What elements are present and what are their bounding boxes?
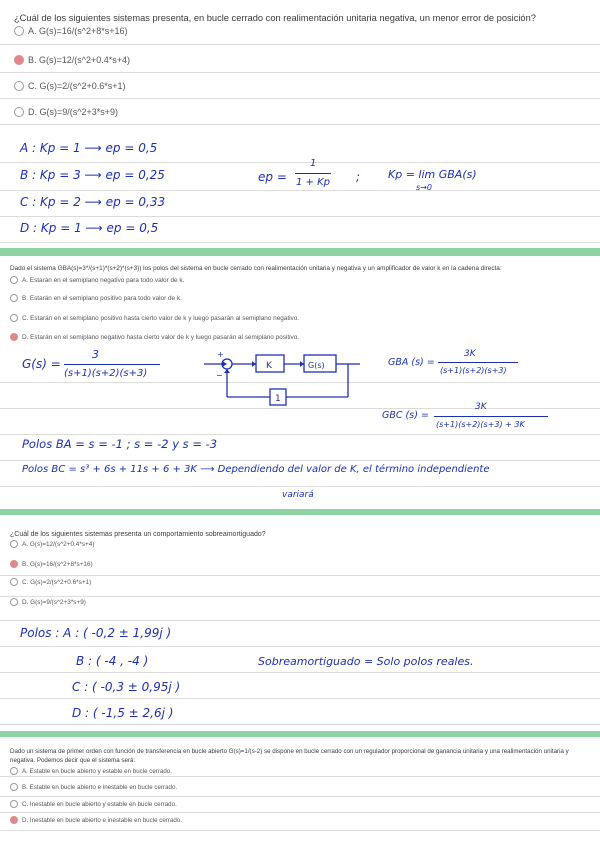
handwritten-polos-bc-continuation: variará xyxy=(282,490,314,500)
question-2-title: Dado el sistema GBA(s)=3*/(s+1)*(s+2)*(s+3)) los polos del sistema en bucle cerrado con realimentación unitaria y negativa y un amplificador de valor k en la cadena directa: xyxy=(10,265,502,272)
fraction-bar xyxy=(64,364,160,365)
radio-button[interactable] xyxy=(14,81,24,91)
option-label: B. G(s)=12/(s^2+0.4*s+4) xyxy=(28,55,131,65)
option-label: A. G(s)=12/(s^2+0.4*s+4) xyxy=(22,540,95,548)
radio-button[interactable] xyxy=(10,800,18,808)
option-label: A. Estarán en el semiplano negativo para todo valor de k. xyxy=(22,276,185,284)
handwritten-polos-a: Polos : A : ( -0,2 ± 1,99j ) xyxy=(20,626,172,640)
handwritten-kp-a: A : Kp = 1 ⟶ ep = 0,5 xyxy=(20,141,158,155)
question-1-title: ¿Cuál de los siguientes sistemas presenta, en bucle cerrado con realimentación unitaria negativa, un menor error de posición? xyxy=(14,13,536,23)
question-4-title: Dado un sistema de primer orden con función de transferencia en bucle abierto G(s)=1/(s-2) se dispone en bucle cerrado con un regulador proporcional de ganancia unitaria y una realimentación unitaria y negativa. Podemos decir que el sistema será: xyxy=(10,748,569,764)
option-label: A. Estable en bucle abierto y estable en bucle cerrado. xyxy=(22,767,172,775)
handwritten-separator: ; xyxy=(356,170,361,184)
handwritten-gbc-lhs: GBC (s) = xyxy=(382,410,429,421)
g-block-label: G(s) xyxy=(308,361,325,370)
handwritten-polos-ba: Polos BA = s = -1 ; s = -2 y s = -3 xyxy=(22,437,218,451)
q1-option-d[interactable] xyxy=(14,107,118,117)
q3-option-d[interactable] xyxy=(10,598,86,606)
separator-band xyxy=(0,731,600,737)
radio-button[interactable] xyxy=(14,107,24,117)
q1-option-b[interactable] xyxy=(14,55,130,65)
radio-button[interactable] xyxy=(10,276,18,284)
q3-option-a[interactable] xyxy=(10,540,94,548)
k-block-label: K xyxy=(266,361,272,371)
option-label: D. Estarán en el semiplano negativo hasta cierto valor de k y luego pasarán al semiplano positivo. xyxy=(22,333,300,341)
feedback-block-label: 1 xyxy=(275,394,281,404)
q4-option-d[interactable] xyxy=(10,816,182,824)
radio-button-selected[interactable] xyxy=(10,560,18,568)
option-label: C. Inestable en bucle abierto y estable en bucle cerrado. xyxy=(22,800,177,808)
handwritten-gba-lhs: GBA (s) = xyxy=(388,357,435,368)
radio-button[interactable] xyxy=(10,783,18,791)
arrow-head xyxy=(222,361,227,367)
option-label: C. G(s)=2/(s^2+0.6*s+1) xyxy=(28,81,126,91)
handwritten-ep-denominator: 1 + Kp xyxy=(296,177,331,188)
q2-option-b[interactable] xyxy=(10,294,182,302)
handwritten-conclusion: Sobreamortiguado = Solo polos reales. xyxy=(258,655,474,668)
fraction-bar xyxy=(295,173,331,174)
handwritten-gba-denominator: (s+1)(s+2)(s+3) xyxy=(440,366,507,375)
handwritten-ep-lhs: ep = xyxy=(258,170,287,184)
radio-button[interactable] xyxy=(10,540,18,548)
radio-button[interactable] xyxy=(10,314,18,322)
q4-option-c[interactable] xyxy=(10,800,177,808)
handwritten-gbc-numerator: 3K xyxy=(475,402,487,412)
plus-sign: + xyxy=(217,350,224,359)
radio-button-selected[interactable] xyxy=(10,333,18,341)
q2-option-c[interactable] xyxy=(10,314,299,322)
option-label: D. G(s)=9/(s^2+3*s+9) xyxy=(28,107,119,117)
handwritten-gba-numerator: 3K xyxy=(464,349,476,359)
minus-sign: − xyxy=(216,371,223,380)
handwritten-kp-b: B : Kp = 3 ⟶ ep = 0,25 xyxy=(20,168,165,182)
q1-option-a[interactable] xyxy=(14,26,128,36)
radio-button[interactable] xyxy=(10,578,18,586)
option-label: D. G(s)=9/(s^2+3*s+9) xyxy=(22,598,86,606)
option-label: B. Estable en bucle abierto e inestable en bucle cerrado. xyxy=(22,783,178,791)
handwritten-ep-numerator: 1 xyxy=(310,158,317,169)
separator-band xyxy=(0,248,600,256)
handwritten-gs-lhs: G(s) = xyxy=(22,357,61,371)
handwritten-polos-d: D : ( -1,5 ± 2,6j ) xyxy=(72,706,174,720)
option-label: D. Inestable en bucle abierto e inestable en bucle cerrado. xyxy=(22,816,182,824)
block-diagram xyxy=(200,348,370,410)
radio-button[interactable] xyxy=(10,767,18,775)
handwritten-kp-d: D : Kp = 1 ⟶ ep = 0,5 xyxy=(20,221,159,235)
radio-button[interactable] xyxy=(14,26,24,36)
handwritten-kp-formula: Kp = lim GBA(s) xyxy=(388,168,477,181)
fraction-bar xyxy=(438,362,518,363)
q4-option-a[interactable] xyxy=(10,767,172,775)
handwritten-gbc-denominator: (s+1)(s+2)(s+3) + 3K xyxy=(436,420,525,429)
q2-option-d[interactable] xyxy=(10,333,299,341)
handwritten-polos-bc: Polos BC = s³ + 6s + 11s + 6 + 3K ⟶ Dependiendo del valor de K, el término independiente xyxy=(22,464,490,475)
option-label: A. G(s)=16/(s^2+8*s+16) xyxy=(28,26,128,36)
option-label: B. G(s)=16/(s^2+8*s+16) xyxy=(22,560,93,568)
q1-option-c[interactable] xyxy=(14,81,126,91)
radio-button[interactable] xyxy=(10,294,18,302)
handwritten-polos-c: C : ( -0,3 ± 0,95j ) xyxy=(72,680,181,694)
q3-option-b[interactable] xyxy=(10,560,93,568)
radio-button-selected[interactable] xyxy=(14,55,24,65)
q3-option-c[interactable] xyxy=(10,578,91,586)
radio-button[interactable] xyxy=(10,598,18,606)
question-3-title: ¿Cuál de los siguientes sistemas presenta un comportamiento sobreamortiguado? xyxy=(10,531,266,538)
handwritten-kp-c: C : Kp = 2 ⟶ ep = 0,33 xyxy=(20,195,166,209)
radio-button-selected[interactable] xyxy=(10,816,18,824)
q2-option-a[interactable] xyxy=(10,276,184,284)
handwritten-gs-denominator: (s+1)(s+2)(s+3) xyxy=(64,368,148,379)
arrow-head xyxy=(224,369,230,373)
separator-band xyxy=(0,509,600,515)
handwritten-gs-numerator: 3 xyxy=(92,348,99,361)
fraction-bar xyxy=(434,416,548,417)
option-label: B. Estarán en el semiplano positivo para todo valor de k. xyxy=(22,294,182,302)
option-label: C. Estarán en el semiplano positivo hasta cierto valor de k y luego pasarán al semiplano negativo. xyxy=(22,314,300,322)
option-label: C. G(s)=2/(s^2+0.6*s+1) xyxy=(22,578,92,586)
handwritten-kp-limit: s→0 xyxy=(416,183,432,192)
handwritten-polos-b: B : ( -4 , -4 ) xyxy=(76,654,149,668)
q4-option-b[interactable] xyxy=(10,783,177,791)
